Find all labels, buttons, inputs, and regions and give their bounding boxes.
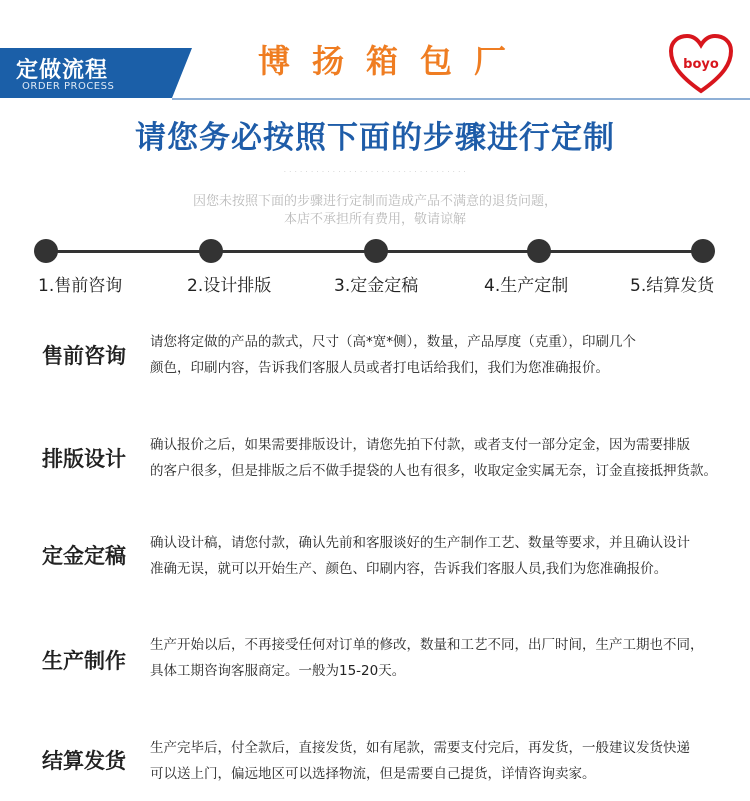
badge-title: 定做流程 — [16, 58, 109, 83]
section-line: 请您将定做的产品的款式，尺寸（高*宽*侧），数量，产品厚度（克重），印刷几个 — [150, 334, 636, 350]
section-line: 颜色，印刷内容，告诉我们客服人员或者打电话给我们，我们为您准确报价。 — [150, 360, 609, 376]
step-label-5: 5.结算发货 — [630, 276, 715, 296]
notice — [0, 193, 750, 229]
section-text-layout — [150, 432, 730, 484]
section-line: 具体工期咨询客服商定。一般为15-20天。 — [150, 663, 406, 679]
section-text-consult — [150, 329, 730, 381]
step-dot-3 — [364, 239, 388, 263]
section-line: 确认设计稿，请您付款，确认先前和客服谈好的生产制作工艺、数量等要求，并且确认设计 — [150, 535, 690, 551]
notice-line-1: 因您未按照下面的步骤进行定制而造成产品不满意的退货问题， — [192, 194, 557, 209]
order-process-badge — [0, 48, 172, 98]
step-dot-5 — [691, 239, 715, 263]
step-label-1: 1.售前咨询 — [38, 276, 123, 296]
section-line: 确认报价之后，如果需要排版设计，请您先拍下付款，或者支付一部分定金，因为需要排版 — [150, 437, 690, 453]
section-line: 准确无误，就可以开始生产、颜色、印刷内容，告诉我们客服人员,我们为您准确报价。 — [150, 561, 668, 577]
main-title: 请您务必按照下面的步骤进行定制 — [135, 120, 615, 156]
section-text-deposit — [150, 530, 730, 582]
step-label-4: 4.生产定制 — [484, 276, 569, 296]
section-title-production: 生产制作 — [42, 649, 126, 673]
section-title-delivery: 结算发货 — [42, 749, 126, 773]
step-dot-1 — [34, 239, 58, 263]
logo-text: boyo — [683, 57, 719, 72]
section-line: 生产完毕后，付全款后，直接发货，如有尾款，需要支付完后，再发货，一般建议发货快递 — [150, 740, 690, 756]
faint-decoration: · · · · · · · · · · · · · · · · · · · · · · · · · · · · · · · · · · — [283, 168, 467, 176]
section-text-delivery — [150, 735, 730, 787]
section-title-deposit: 定金定稿 — [42, 544, 126, 568]
step-label-2: 2.设计排版 — [187, 276, 272, 296]
section-line: 生产开始以后，不再接受任何对订单的修改，数量和工艺不同，出厂时间，生产工期也不同， — [150, 637, 704, 653]
badge-subtitle: ORDER PROCESS — [22, 81, 115, 92]
section-title-consult: 售前咨询 — [42, 344, 126, 368]
header-divider — [172, 98, 750, 100]
step-dot-2 — [199, 239, 223, 263]
section-title-layout: 排版设计 — [42, 447, 126, 471]
header — [0, 0, 750, 110]
heart-logo — [668, 33, 734, 95]
section-text-production — [150, 632, 730, 684]
step-dot-4 — [527, 239, 551, 263]
section-line: 的客户很多，但是排版之后不做手提袋的人也有很多，收取定金实属无奈，订金直接抵押货款。 — [150, 463, 717, 479]
section-line: 可以送上门，偏远地区可以选择物流，但是需要自己提货，详情咨询卖家。 — [150, 766, 596, 782]
notice-line-2: 本店不承担所有费用，敬请谅解 — [283, 212, 466, 227]
shop-name: 博扬箱包厂 — [258, 42, 529, 80]
step-label-3: 3.定金定稿 — [334, 276, 419, 296]
